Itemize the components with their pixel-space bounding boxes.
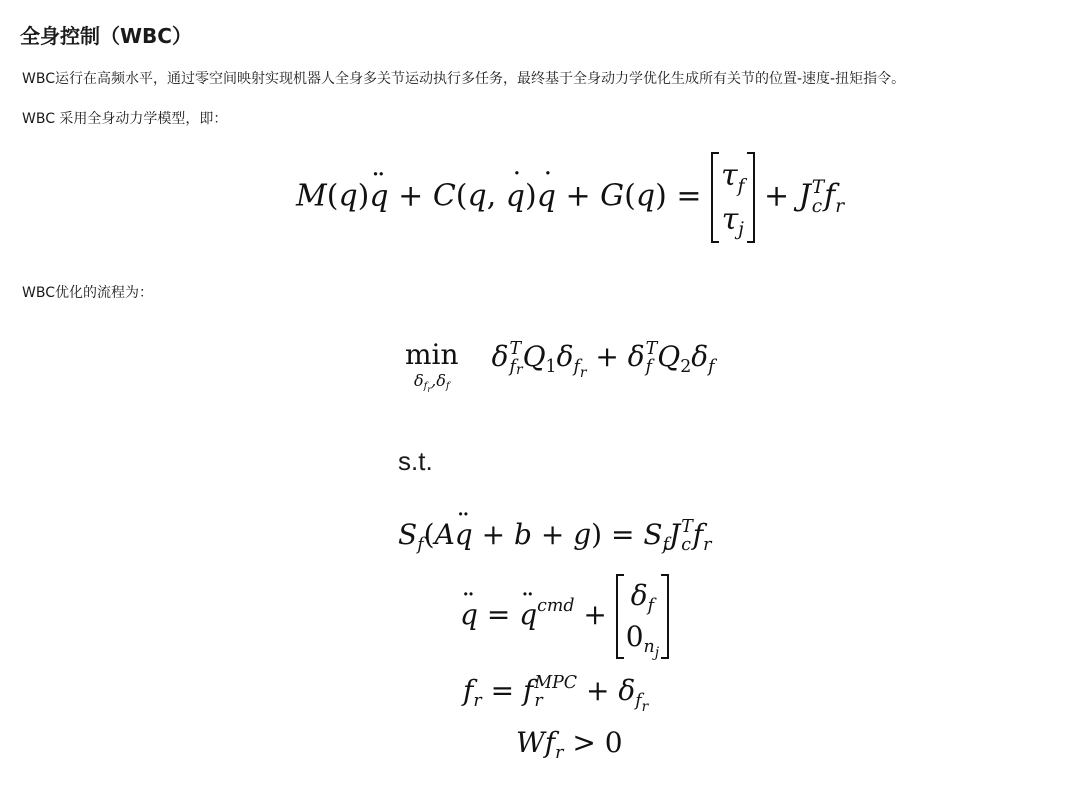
constraint-dynamics: $S_f(Aq$ ¨ + $b + g) = S_fJ$ T c $f_r$ [398, 518, 711, 554]
intro-paragraph: WBC运行在高频水平，通过零空间映射实现机器人全身多关节运动执行多任务，最终基于全身动力学优化生成所有关节的位置-速度-扭矩指令。 [22, 71, 906, 87]
constraint-friction: $Wf_r > 0$ [516, 726, 623, 764]
model-intro-paragraph: WBC 采用全身动力学模型，即： [22, 111, 228, 127]
objective-function: min $\delta_{f_r},\delta_f$ δ T $f_r$ $Q_1\delta_{f_r} + \delta$ T f $Q_2\delta_f$ [405, 338, 715, 395]
dynamics-equation: M(q)q ¨ + C(q, q ˙)q ˙ + G(q) = $\tau_f$ $\tau_j$ + J T c $f_r$ [296, 152, 844, 243]
flow-intro-paragraph: WBC优化的流程为： [22, 285, 153, 301]
constraint-force: $f_r = f$ MPC r + $\delta_{f_r}$ [463, 673, 649, 715]
min-operator: min $\delta_{f_r},\delta_f$ [405, 338, 459, 395]
constraint-acceleration: q ¨ = q ¨$^{cmd}$ + $\delta_f$ $0_{n_j}$ [460, 574, 669, 659]
subject-to-label: s.t. [398, 446, 433, 476]
section-title: 全身控制（WBC） [20, 24, 192, 48]
torque-vector: $\tau_f$ $\tau_j$ [711, 152, 755, 243]
delta-vector: $\delta_f$ $0_{n_j}$ [616, 574, 669, 659]
